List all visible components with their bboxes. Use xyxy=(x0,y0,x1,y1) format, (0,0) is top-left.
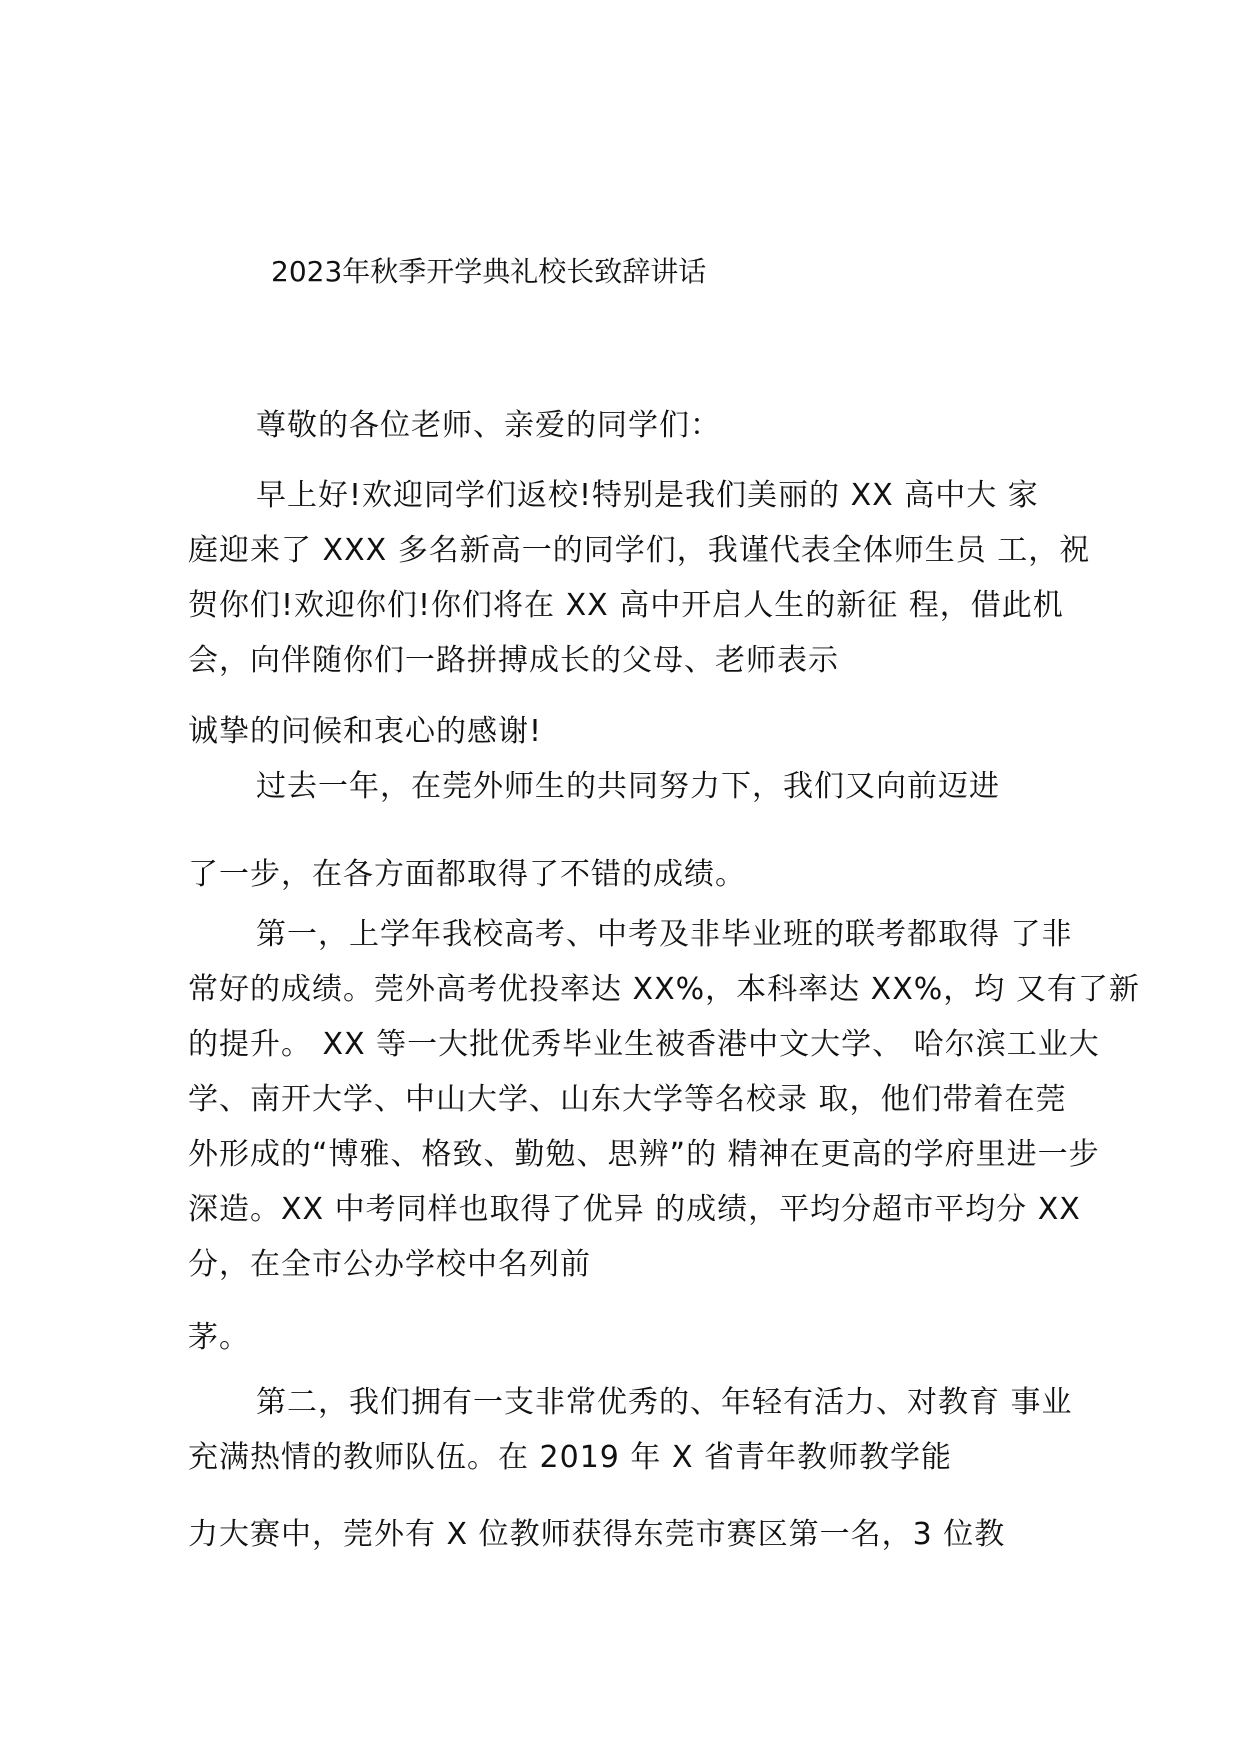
document-title: 2023年秋季开学典礼校长致辞讲话 xyxy=(271,255,707,288)
text-line: 分，在全市公办学校中名列前 xyxy=(188,1247,591,1282)
text-line: 常好的成绩。莞外高考优投率达 XX%，本科率达 XX%，均 又有了新 xyxy=(188,972,1140,1007)
text-line: 会，向伴随你们一路拼搏成长的父母、老师表示 xyxy=(188,643,839,678)
text-line: 学、南开大学、中山大学、山东大学等名校录 取，他们带着在莞 xyxy=(188,1082,1067,1117)
text-line: 深造。XX 中考同样也取得了优异 的成绩，平均分超市平均分 XX xyxy=(188,1192,1081,1227)
text-line: 诚挚的问候和衷心的感谢! xyxy=(188,714,543,749)
text-line: 庭迎来了 XXX 多名新高一的同学们，我谨代表全体师生员 工，祝 xyxy=(188,533,1091,568)
text-line: 充满热情的教师队伍。在 2019 年 X 省青年教师教学能 xyxy=(188,1440,953,1475)
text-line: 过去一年，在莞外师生的共同努力下，我们又向前迈进 xyxy=(256,769,1000,804)
text-line: 了一步，在各方面都取得了不错的成绩。 xyxy=(188,857,746,892)
text-line: 尊敬的各位老师、亲爱的同学们： xyxy=(256,408,721,443)
text-line: 早上好!欢迎同学们返校!特别是我们美丽的 XX 高中大 家 xyxy=(256,478,1039,513)
text-line: 外形成的“博雅、格致、勤勉、思辨”的 精神在更高的学府里进一步 xyxy=(188,1137,1100,1172)
text-line: 第一，上学年我校高考、中考及非毕业班的联考都取得 了非 xyxy=(256,917,1073,952)
text-line: 贺你们!欢迎你们!你们将在 XX 高中开启人生的新征 程，借此机 xyxy=(188,588,1064,623)
text-line: 茅。 xyxy=(188,1320,250,1355)
text-line: 的提升。 XX 等一大批优秀毕业生被香港中文大学、 哈尔滨工业大 xyxy=(188,1027,1100,1062)
text-line: 力大赛中，莞外有 X 位教师获得东莞市赛区第一名，3 位教 xyxy=(188,1517,1006,1552)
text-line: 第二，我们拥有一支非常优秀的、年轻有活力、对教育 事业 xyxy=(256,1385,1073,1420)
